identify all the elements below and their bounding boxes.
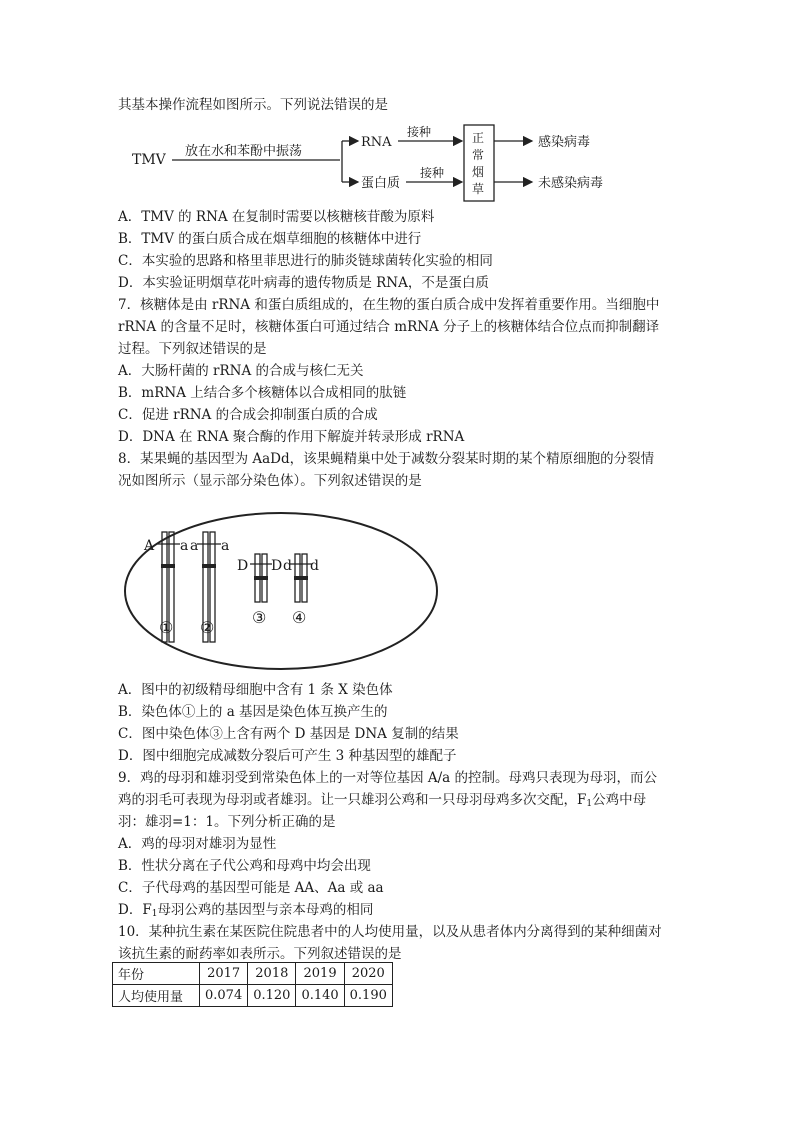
table-row	[113, 985, 393, 1007]
chromosome-number-3: ③	[252, 608, 267, 627]
table-cell: 2020	[344, 963, 392, 985]
q7-stem-line-2: rRNA 的含量不足时，核糖体蛋白可通过结合 mRNA 分子上的核糖体结合位点而抑制翻译	[118, 319, 660, 335]
cell-diagram	[118, 506, 448, 676]
q9-option-b: B．性状分离在子代公鸡和母鸡中均会出现	[118, 858, 371, 874]
table-cell: 2017	[200, 963, 248, 985]
gene-label-d-upper-left: D	[237, 558, 249, 574]
gene-label-d-lower-left: d	[283, 558, 292, 574]
infected-label: 感染病毒	[538, 135, 591, 150]
gene-label-a-right-2: a	[221, 538, 230, 554]
q9-option-d: D．$F_1$母羽公鸡的基因型与亲本母鸡的相同	[118, 902, 374, 919]
gene-label-d-upper-right: D	[271, 558, 283, 574]
table-cell: 2019	[296, 963, 344, 985]
chromosome-4	[290, 554, 312, 602]
tobacco-char-1: 正	[472, 131, 485, 145]
table-cell: 0.190	[344, 985, 392, 1007]
protein-label: 蛋白质	[361, 176, 401, 191]
process-label: 放在水和苯酚中振荡	[185, 144, 303, 159]
q7-stem-line-3: 过程。下列叙述错误的是	[118, 341, 267, 357]
q6-option-a: A．TMV 的 RNA 在复制时需要以核糖核苷酸为原料	[118, 209, 435, 225]
q8-option-d: D．图中细胞完成减数分裂后可产生 3 种基因型的雄配子	[118, 748, 457, 764]
q9-stem-line-1: 9．鸡的母羽和雄羽受到常染色体上的一对等位基因 A/a 的控制。母鸡只表现为母羽，而公	[118, 770, 658, 786]
q7-option-b: B．mRNA 上结合多个核糖体以合成相同的肽链	[118, 385, 407, 401]
q9-option-a: A．鸡的母羽对雄羽为显性	[118, 836, 277, 852]
table-cell: 人均使用量	[113, 985, 200, 1007]
chromosome-number-1: ①	[159, 618, 174, 637]
q10-stem-line-1: 10．某种抗生素在某医院住院患者中的人均使用量，以及从患者体内分离得到的某种细菌对	[118, 924, 662, 940]
q7-option-a: A．大肠杆菌的 rRNA 的合成与核仁无关	[118, 363, 364, 379]
table-cell: 0.074	[200, 985, 248, 1007]
q8-option-a: A．图中的初级精母细胞中含有 1 条 X 染色体	[118, 682, 393, 698]
tmv-flow-diagram	[130, 124, 630, 204]
chromosome-number-4: ④	[292, 608, 307, 627]
antibiotic-table	[112, 962, 393, 1007]
q6-option-b: B．TMV 的蛋白质合成在烟草细胞的核糖体中进行	[118, 231, 422, 247]
tmv-label: TMV	[132, 152, 166, 168]
inoculate-label-bottom: 接种	[420, 166, 445, 180]
table-cell: 年份	[113, 963, 200, 985]
rna-label: RNA	[361, 135, 392, 150]
not-infected-label: 未感染病毒	[538, 176, 604, 191]
q8-stem-line-2: 况如图所示（显示部分染色体）。下列叙述错误的是	[118, 473, 422, 489]
q6-option-c: C．本实验的思路和格里菲思进行的肺炎链球菌转化实验的相同	[118, 253, 493, 269]
gene-label-d-lower-right: d	[310, 558, 319, 574]
q8-option-b: B．染色体①上的 a 基因是染色体互换产生的	[118, 704, 388, 720]
tobacco-char-3: 烟	[472, 165, 485, 179]
q9-stem-line-2: 鸡的羽毛可表现为母羽或者雄羽。让一只雄羽公鸡和一只母羽母鸡多次交配，$F_1$公鸡中母	[118, 792, 647, 809]
chromosome-3	[250, 554, 272, 602]
gene-label-a-lower: a	[180, 538, 189, 554]
tobacco-char-2: 常	[472, 148, 485, 162]
inoculate-label-top: 接种	[407, 125, 432, 139]
q7-option-d: D．DNA 在 RNA 聚合酶的作用下解旋并转录形成 rRNA	[118, 429, 465, 445]
gene-label-a-left-2: a	[190, 538, 199, 554]
q7-option-c: C．促进 rRNA 的合成会抑制蛋白质的合成	[118, 407, 378, 423]
table-cell: 0.140	[296, 985, 344, 1007]
q8-option-c: C．图中染色体③上含有两个 D 基因是 DNA 复制的结果	[118, 726, 459, 742]
q7-stem-line-1: 7．核糖体是由 rRNA 和蛋白质组成的，在生物的蛋白质合成中发挥着重要作用。当细胞中	[118, 297, 660, 313]
table-cell: 0.120	[248, 985, 296, 1007]
table-cell: 2018	[248, 963, 296, 985]
q10-stem-line-2: 该抗生素的耐药率如表所示。下列叙述错误的是	[118, 946, 402, 962]
question-intro: 其基本操作流程如图所示。下列说法错误的是	[118, 97, 388, 113]
q9-stem-line-3: 羽：雄羽=1：1。下列分析正确的是	[118, 814, 336, 830]
q6-option-d: D．本实验证明烟草花叶病毒的遗传物质是 RNA，不是蛋白质	[118, 275, 489, 291]
tobacco-char-4: 草	[472, 182, 485, 196]
gene-label-a-upper: A	[144, 538, 155, 554]
q8-stem-line-1: 8．某果蝇的基因型为 AaDd，该果蝇精巢中处于减数分裂某时期的某个精原细胞的分裂情	[118, 451, 655, 467]
table-row	[113, 963, 393, 985]
q9-option-c: C．子代母鸡的基因型可能是 AA、Aa 或 aa	[118, 880, 384, 896]
chromosome-number-2: ②	[200, 618, 215, 637]
